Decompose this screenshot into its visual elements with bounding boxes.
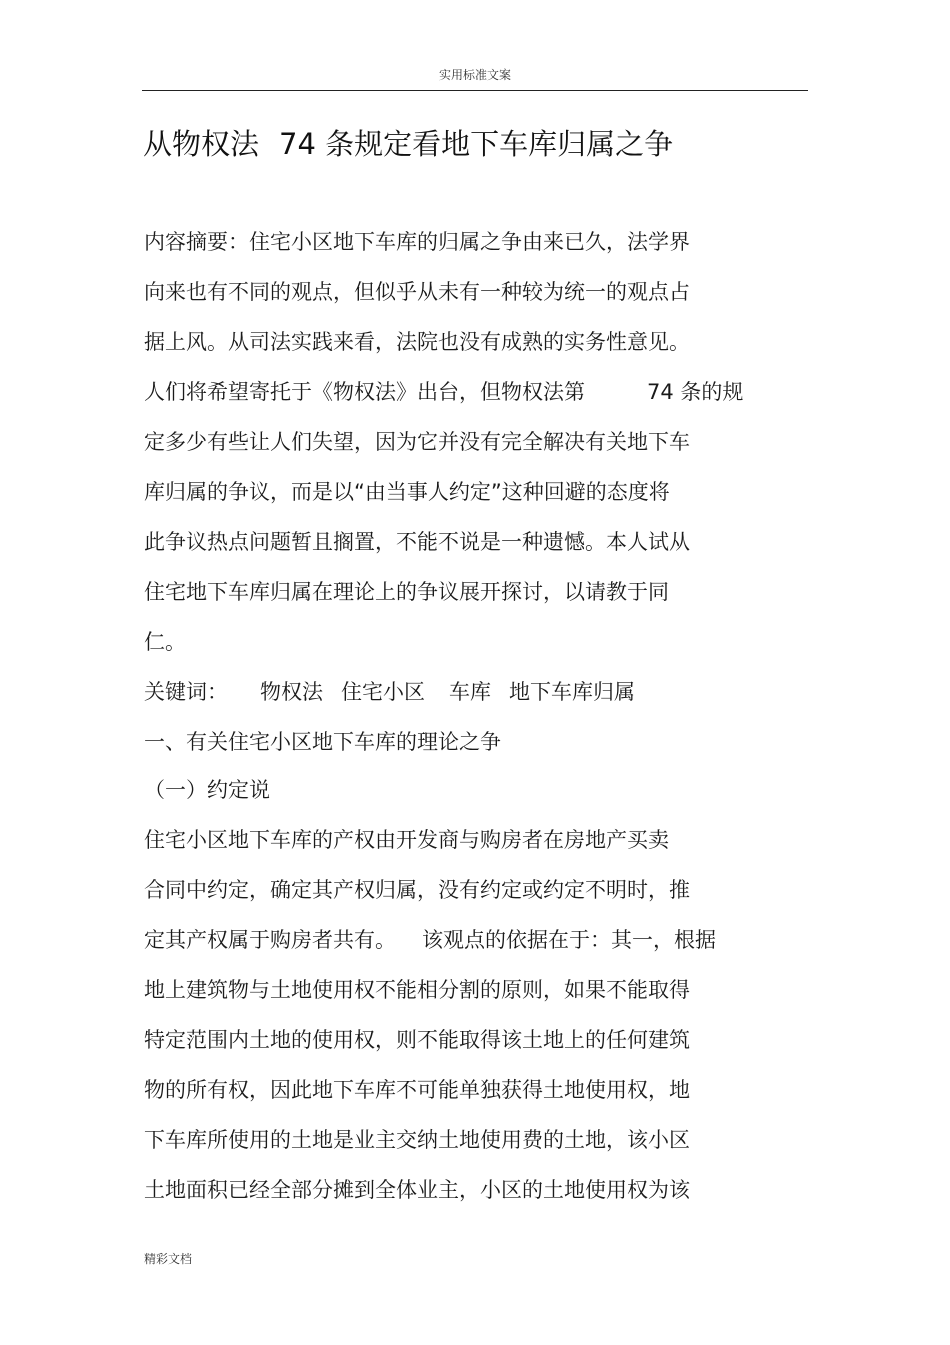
body-line-5: 特定范围内土地的使用权，则不能取得该土地上的任何建筑 bbox=[144, 1028, 690, 1052]
body-line-1: 住宅小区地下车库的产权由开发商与购房者在房地产买卖 bbox=[144, 828, 669, 852]
abstract-line-8: 住宅地下车库归属在理论上的争议展开探讨，以请教于同 bbox=[144, 580, 669, 604]
abstract-line-1: 内容摘要：住宅小区地下车库的归属之争由来已久，法学界 bbox=[144, 230, 690, 254]
title-part-1: 从物权法 bbox=[143, 127, 260, 161]
header-divider bbox=[142, 90, 808, 91]
keyword-item: 住宅小区 bbox=[341, 680, 425, 704]
keywords-line bbox=[144, 677, 635, 707]
abstract-line-2: 向来也有不同的观点，但似乎从未有一种较为统一的观点占 bbox=[144, 280, 690, 304]
abstract-line-4-part-1: 人们将希望寄托于《物权法》出台，但物权法第 bbox=[144, 380, 585, 404]
abstract-line-7: 此争议热点问题暂且搁置，不能不说是一种遗憾。本人试从 bbox=[144, 530, 690, 554]
page-footer: 精彩文档 bbox=[144, 1252, 193, 1266]
abstract-line-3: 据上风。从司法实践来看，法院也没有成熟的实务性意见。 bbox=[144, 330, 690, 354]
body-line-2: 合同中约定，确定其产权归属，没有约定或约定不明时，推 bbox=[144, 878, 690, 902]
body-line-7: 下车库所使用的土地是业主交纳土地使用费的土地，该小区 bbox=[144, 1128, 690, 1152]
page-header: 实用标准文案 bbox=[438, 68, 511, 82]
body-line-4: 地上建筑物与土地使用权不能相分割的原则，如果不能取得 bbox=[144, 978, 690, 1002]
subsection-heading: （一）约定说 bbox=[144, 778, 270, 802]
body-line-3-part-2: 该观点的依据在于：其一，根据 bbox=[422, 928, 716, 952]
body-line-8: 土地面积已经全部分摊到全体业主，小区的土地使用权为该 bbox=[144, 1178, 690, 1202]
document-title bbox=[143, 124, 673, 164]
section-heading: 一、有关住宅小区地下车库的理论之争 bbox=[144, 730, 501, 754]
keyword-item: 物权法 bbox=[260, 680, 323, 704]
abstract-line-6: 库归属的争议，而是以“由当事人约定”这种回避的态度将 bbox=[144, 480, 670, 504]
abstract-line-5: 定多少有些让人们失望，因为它并没有完全解决有关地下车 bbox=[144, 430, 690, 454]
body-line-3 bbox=[144, 925, 716, 955]
body-line-6: 物的所有权，因此地下车库不可能单独获得土地使用权，地 bbox=[144, 1078, 690, 1102]
body-line-3-part-1: 定其产权属于购房者共有。 bbox=[144, 928, 396, 952]
abstract-line-9: 仁。 bbox=[144, 630, 186, 654]
title-part-2: 74 条规定看地下车库归属之争 bbox=[279, 127, 674, 161]
keyword-item: 地下车库归属 bbox=[509, 680, 635, 704]
keyword-item: 车库 bbox=[449, 680, 491, 704]
keywords-label: 关键词： bbox=[144, 680, 228, 704]
abstract-line-4 bbox=[144, 377, 743, 407]
abstract-line-4-part-2: 74 条的规 bbox=[647, 380, 744, 404]
